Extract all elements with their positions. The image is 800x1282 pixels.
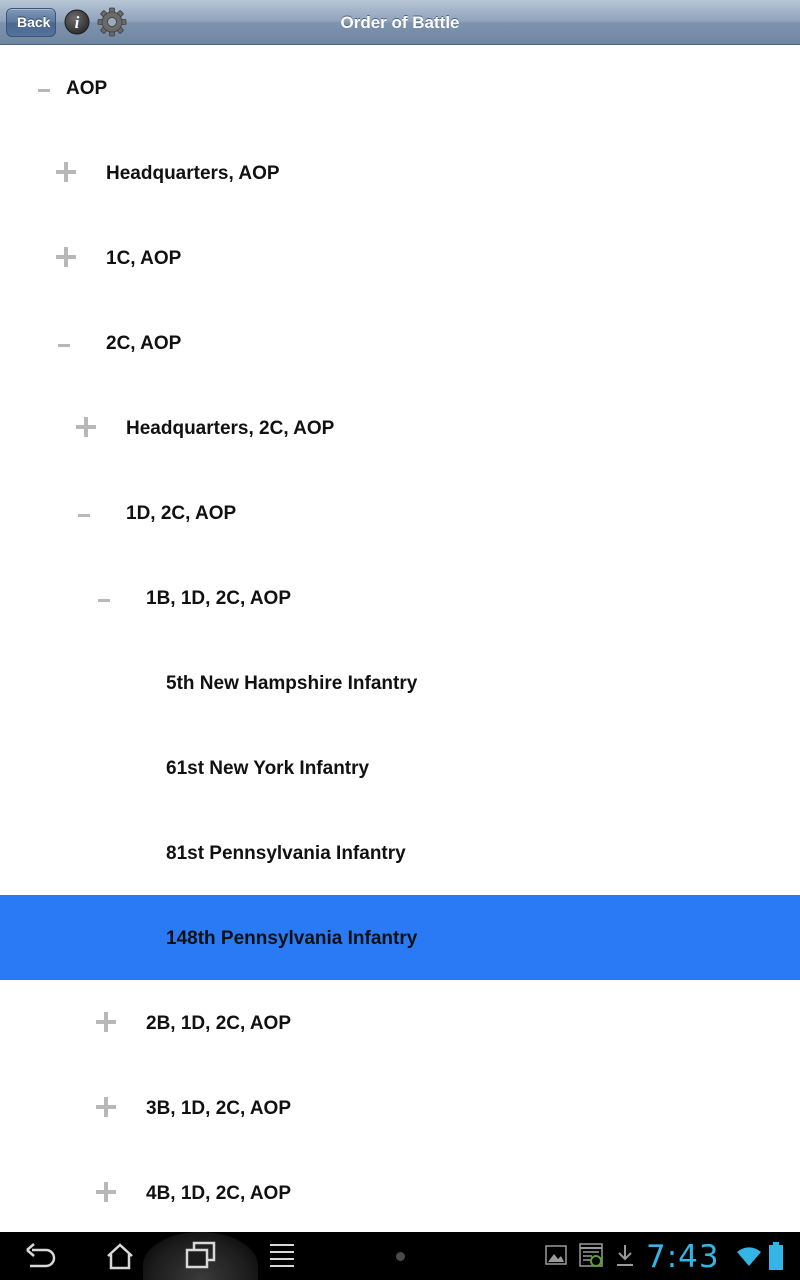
expand-icon[interactable] <box>56 162 76 182</box>
tree-row-label: 61st New York Infantry <box>166 758 370 779</box>
tree-row-label: Headquarters, 2C, AOP <box>126 418 335 439</box>
tree-row-label: AOP <box>66 78 108 99</box>
tree-row-label: 2C, AOP <box>106 333 182 354</box>
tree-row[interactable] <box>0 640 800 725</box>
recent-apps-icon[interactable] <box>181 1236 221 1276</box>
tree-row[interactable] <box>0 385 800 470</box>
tree-row-label: 1B, 1D, 2C, AOP <box>146 588 292 609</box>
back-button-label: Back <box>17 14 51 30</box>
tree-row[interactable] <box>0 810 800 895</box>
page-title: Order of Battle <box>340 13 460 32</box>
tree-row[interactable] <box>0 45 800 130</box>
download-icon <box>614 1243 636 1269</box>
expand-icon[interactable] <box>56 247 76 267</box>
back-icon[interactable] <box>20 1236 60 1276</box>
top-bar <box>0 0 800 45</box>
system-navigation-bar <box>0 1232 800 1280</box>
tree-row-label: 5th New Hampshire Infantry <box>166 673 418 694</box>
tree-row[interactable] <box>0 1150 800 1232</box>
svg-text:i: i <box>74 13 80 32</box>
order-of-battle-tree <box>0 45 800 1232</box>
expand-icon[interactable] <box>96 1012 116 1032</box>
tree-row-label: 81st Pennsylvania Infantry <box>166 843 406 864</box>
collapse-icon[interactable] <box>94 587 114 607</box>
tree-row[interactable] <box>0 555 800 640</box>
tree-row[interactable] <box>0 980 800 1065</box>
tree-row[interactable] <box>0 470 800 555</box>
expand-icon[interactable] <box>96 1097 116 1117</box>
screenshot-icon <box>578 1242 604 1270</box>
home-icon[interactable] <box>100 1236 140 1276</box>
tree-row-label: 1D, 2C, AOP <box>126 503 237 524</box>
gallery-icon <box>544 1243 568 1267</box>
page-indicator-dot <box>396 1252 405 1261</box>
wifi-icon <box>735 1244 763 1268</box>
tree-row-label: 3B, 1D, 2C, AOP <box>146 1098 292 1119</box>
back-button[interactable] <box>6 8 56 37</box>
tree-row-label: 1C, AOP <box>106 248 182 269</box>
menu-icon[interactable] <box>262 1236 302 1276</box>
collapse-icon[interactable] <box>74 502 94 522</box>
tree-row-selected[interactable] <box>0 895 800 980</box>
gear-icon[interactable] <box>97 7 127 37</box>
expand-icon[interactable] <box>76 417 96 437</box>
battery-icon <box>768 1241 784 1271</box>
tree-row-label: 2B, 1D, 2C, AOP <box>146 1013 292 1034</box>
info-icon[interactable] <box>64 9 90 35</box>
collapse-icon[interactable] <box>34 77 54 97</box>
expand-icon[interactable] <box>96 1182 116 1202</box>
tree-row[interactable] <box>0 725 800 810</box>
collapse-icon[interactable] <box>54 332 74 352</box>
status-clock: 7:43 <box>646 1239 720 1275</box>
tree-row-label: 4B, 1D, 2C, AOP <box>146 1183 292 1204</box>
tree-row[interactable] <box>0 215 800 300</box>
tree-row[interactable] <box>0 300 800 385</box>
tree-row-label: Headquarters, AOP <box>106 163 280 184</box>
tree-row[interactable] <box>0 130 800 215</box>
tree-row[interactable] <box>0 1065 800 1150</box>
tree-row-label: 148th Pennsylvania Infantry <box>166 928 418 949</box>
